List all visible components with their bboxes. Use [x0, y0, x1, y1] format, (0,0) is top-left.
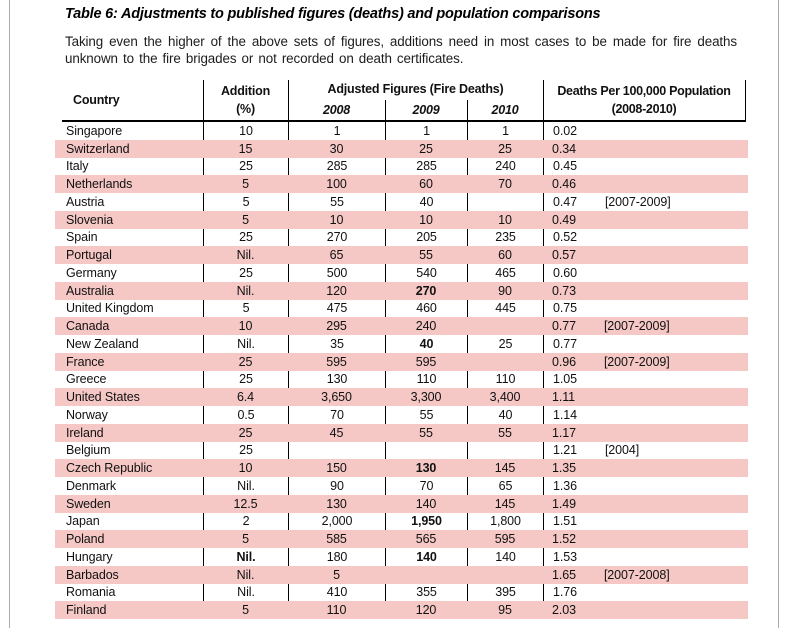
cell-country: Spain [66, 230, 98, 245]
cell-rate: 0.49 [552, 212, 576, 227]
cell-country: Greece [66, 372, 107, 387]
cell-country: Finland [66, 603, 107, 618]
cell-y2008: 35 [288, 335, 385, 353]
header-addition [203, 82, 288, 118]
cell-rate: 0.47 [2007-2009] [543, 193, 748, 211]
cell-country: Switzerland [66, 141, 130, 156]
cell-addition: Nil. [236, 567, 255, 582]
cell-country: Portugal [66, 248, 112, 263]
cell-rate: 0.34 [552, 141, 576, 156]
cell-y2008: 110 [326, 603, 347, 618]
cell-y2009: 565 [415, 532, 437, 547]
cell-rate: 0.45 [543, 158, 748, 176]
cell-country: Belgium [66, 443, 111, 458]
cell-addition: 25 [238, 354, 253, 369]
cell-rate: 0.73 [552, 283, 576, 298]
cell-addition: Nil. [203, 584, 288, 602]
cell-addition: 0.5 [203, 406, 288, 424]
cell-y2008: 270 [288, 229, 385, 247]
header-country: Country [73, 93, 120, 107]
cell-y2009: 120 [415, 603, 437, 618]
cell-country: Hungary [66, 549, 113, 564]
cell-y2009: 270 [415, 283, 437, 298]
header-deaths-line2: (2008-2010) [611, 102, 677, 116]
cell-y2009: 355 [385, 584, 467, 602]
table-row [55, 211, 748, 229]
header-adjusted-figures: Adjusted Figures (Fire Deaths) [327, 82, 504, 96]
cell-y2009: 540 [385, 264, 467, 282]
cell-rate: 0.96 [2007-2009] [552, 354, 670, 369]
cell-y2009: 55 [385, 406, 467, 424]
header-addition-line2: (%) [236, 102, 255, 116]
cell-country: Sweden [66, 496, 111, 511]
year-range-note: [2007-2009] [604, 194, 671, 209]
cell-y2008: 30 [329, 141, 344, 156]
year-range-note: [2007-2009] [603, 319, 670, 334]
table-row [55, 477, 748, 495]
cell-y2008: 500 [288, 264, 385, 282]
cell-y2008: 295 [326, 319, 347, 334]
cell-rate: 2.03 [552, 603, 576, 618]
table-row [55, 335, 748, 353]
cell-y2010: 25 [467, 335, 543, 353]
cell-y2010 [467, 442, 543, 460]
cell-country: Singapore [66, 123, 123, 138]
cell-country: France [66, 354, 105, 369]
cell-country: Denmark [66, 478, 117, 493]
cell-y2010 [467, 566, 543, 584]
cell-y2009: 25 [419, 141, 433, 156]
cell-rate: 0.02 [543, 122, 748, 140]
table-row [55, 566, 748, 584]
cell-y2009: 1,950 [385, 513, 467, 531]
cell-y2008: 285 [288, 158, 385, 176]
cell-addition: 5 [242, 177, 249, 192]
cell-y2010: 240 [467, 158, 543, 176]
table-row [55, 513, 748, 531]
cell-country: Italy [66, 159, 89, 174]
table-row [55, 371, 748, 389]
cell-y2008: 120 [326, 283, 347, 298]
cell-y2009: 55 [419, 425, 433, 440]
cell-y2010: 60 [498, 248, 512, 263]
cell-rate: 1.51 [543, 513, 748, 531]
cell-y2010: 595 [494, 532, 516, 547]
table-row [55, 282, 748, 300]
table-row [55, 264, 748, 282]
table-row [55, 442, 748, 460]
header-year-2009: 2009 [412, 103, 440, 117]
cell-y2009: 55 [419, 248, 433, 263]
cell-y2010: 55 [498, 425, 512, 440]
cell-country: Australia [66, 283, 114, 298]
table-header [62, 80, 746, 122]
cell-y2010: 145 [494, 461, 516, 476]
cell-addition: 5 [203, 193, 288, 211]
cell-rate: 1.17 [552, 425, 576, 440]
cell-addition: Nil. [203, 335, 288, 353]
cell-addition: 5 [242, 212, 249, 227]
cell-y2008: 180 [288, 548, 385, 566]
cell-country: Barbados [66, 567, 119, 582]
cell-y2010: 1,800 [467, 513, 543, 531]
table-row [55, 122, 748, 140]
cell-y2009: 130 [415, 461, 437, 476]
table-row [55, 495, 748, 513]
table-row [55, 388, 748, 406]
cell-y2008: 410 [288, 584, 385, 602]
cell-y2010 [467, 317, 543, 335]
cell-addition: 5 [203, 300, 288, 318]
cell-addition: 25 [238, 425, 253, 440]
cell-y2008: 100 [326, 177, 347, 192]
cell-rate: 1.05 [543, 371, 748, 389]
table-row [55, 406, 748, 424]
cell-y2009: 40 [385, 335, 467, 353]
intro-paragraph: Taking even the higher of the above sets of figures, additions need in most cases to be made for fire deaths unknown to the fire brigades or not recorded on death certificates. [65, 34, 737, 66]
cell-y2010: 145 [494, 496, 516, 511]
cell-addition: 5 [242, 532, 249, 547]
table-row [55, 140, 748, 158]
cell-y2009: 240 [415, 319, 437, 334]
table-row [55, 353, 748, 371]
cell-y2008: 150 [326, 461, 347, 476]
cell-addition: 25 [203, 442, 288, 460]
cell-y2010: 235 [467, 229, 543, 247]
cell-addition: Nil. [203, 548, 288, 566]
cell-y2010: 25 [498, 141, 512, 156]
cell-y2008: 5 [333, 567, 340, 582]
cell-rate: 1.76 [543, 584, 748, 602]
cell-rate: 0.46 [552, 177, 576, 192]
cell-y2008: 475 [288, 300, 385, 318]
cell-y2008: 70 [288, 406, 385, 424]
table-row [55, 300, 748, 318]
cell-rate: 1.35 [552, 461, 576, 476]
table-title: Table 6: Adjustments to published figures (deaths) and population comparisons [65, 6, 601, 22]
cell-addition: 6.4 [236, 390, 255, 405]
cell-y2008: 2,000 [288, 513, 385, 531]
cell-rate: 1.53 [543, 548, 748, 566]
cell-country: Canada [66, 319, 110, 334]
cell-y2010: 445 [467, 300, 543, 318]
cell-y2009: 595 [415, 354, 437, 369]
cell-rate: 0.75 [543, 300, 748, 318]
page-border-left [9, 0, 10, 628]
cell-y2009: 40 [385, 193, 467, 211]
header-year-2008: 2008 [322, 103, 350, 117]
header-year-2010: 2010 [491, 103, 519, 117]
cell-rate: 1.49 [552, 496, 576, 511]
table-row [55, 158, 748, 176]
year-range-note: [2007-2008] [603, 567, 670, 582]
cell-y2009: 60 [419, 177, 433, 192]
table-row [55, 530, 748, 548]
cell-country: Czech Republic [66, 461, 153, 476]
cell-y2010: 40 [467, 406, 543, 424]
cell-country: Slovenia [66, 212, 114, 227]
cell-y2010: 65 [467, 477, 543, 495]
cell-y2009: 205 [385, 229, 467, 247]
cell-y2010: 465 [467, 264, 543, 282]
cell-y2010 [467, 353, 543, 371]
header-addition-line1: Addition [220, 84, 271, 98]
cell-addition: 25 [203, 229, 288, 247]
table-body [55, 122, 748, 619]
table-row [55, 548, 748, 566]
cell-y2008: 595 [326, 354, 347, 369]
cell-y2009: 285 [385, 158, 467, 176]
cell-y2008: 65 [329, 248, 344, 263]
cell-y2010: 70 [498, 177, 512, 192]
cell-y2008: 130 [288, 371, 385, 389]
cell-y2009 [385, 566, 467, 584]
cell-y2008: 130 [326, 496, 347, 511]
cell-y2008: 45 [329, 425, 344, 440]
cell-y2009 [385, 442, 467, 460]
cell-y2008: 10 [329, 212, 344, 227]
cell-y2010 [467, 193, 543, 211]
cell-rate: 0.60 [543, 264, 748, 282]
table-row [55, 601, 748, 619]
cell-y2008: 90 [288, 477, 385, 495]
cell-y2009: 10 [419, 212, 433, 227]
year-range-note: [2007-2009] [603, 354, 670, 369]
cell-country: Germany [66, 265, 117, 280]
cell-y2008 [288, 442, 385, 460]
cell-addition: Nil. [236, 283, 255, 298]
cell-y2009: 3,300 [410, 390, 442, 405]
cell-y2010: 90 [498, 283, 512, 298]
cell-y2010: 395 [467, 584, 543, 602]
cell-addition: 2 [203, 513, 288, 531]
cell-rate: 0.77 [543, 335, 748, 353]
cell-addition: 5 [242, 603, 249, 618]
cell-country: Netherlands [66, 177, 133, 192]
cell-addition: 10 [203, 122, 288, 140]
cell-addition: 25 [203, 371, 288, 389]
cell-addition: Nil. [203, 477, 288, 495]
year-range-note: [2004] [604, 443, 640, 458]
cell-y2009: 140 [415, 496, 437, 511]
cell-country: Austria [66, 194, 105, 209]
cell-y2008: 1 [288, 122, 385, 140]
cell-addition: 15 [238, 141, 253, 156]
cell-y2010: 3,400 [489, 390, 521, 405]
cell-addition: 12.5 [233, 496, 258, 511]
cell-country: Poland [66, 532, 105, 547]
table-row [55, 193, 748, 211]
cell-y2010: 110 [467, 371, 543, 389]
cell-addition: 25 [203, 264, 288, 282]
table-row [55, 424, 748, 442]
table-row [55, 175, 748, 193]
cell-y2008: 55 [288, 193, 385, 211]
cell-rate: 1.65 [2007-2008] [552, 567, 670, 582]
cell-rate: 1.52 [552, 532, 576, 547]
cell-rate: 1.36 [543, 477, 748, 495]
cell-addition: Nil. [236, 248, 255, 263]
table-row [55, 317, 748, 335]
cell-rate: 1.11 [552, 390, 576, 405]
cell-y2010: 95 [498, 603, 512, 618]
header-deaths-line1: Deaths Per 100,000 Population [557, 84, 731, 98]
cell-rate: 1.21 [2004] [543, 442, 748, 460]
cell-country: New Zealand [66, 336, 139, 351]
cell-y2010: 140 [467, 548, 543, 566]
cell-rate: 0.52 [543, 229, 748, 247]
header-deaths-per-100000 [543, 82, 745, 118]
cell-country: United States [66, 390, 140, 405]
cell-y2009: 1 [385, 122, 467, 140]
cell-addition: 25 [203, 158, 288, 176]
cell-y2009: 140 [385, 548, 467, 566]
table-row [55, 246, 748, 264]
page-border-right [778, 0, 779, 628]
cell-y2010: 10 [498, 212, 512, 227]
cell-y2008: 3,650 [321, 390, 352, 405]
cell-rate: 0.77 [2007-2009] [552, 319, 670, 334]
cell-y2008: 585 [326, 532, 347, 547]
cell-rate: 0.57 [552, 248, 576, 263]
cell-y2009: 110 [385, 371, 467, 389]
table-row [55, 459, 748, 477]
cell-country: Romania [66, 585, 116, 600]
cell-y2009: 460 [385, 300, 467, 318]
cell-rate: 1.14 [543, 406, 748, 424]
table-row [55, 229, 748, 247]
cell-addition: 10 [238, 461, 253, 476]
table-row [55, 584, 748, 602]
cell-y2010: 1 [467, 122, 543, 140]
cell-y2009: 70 [385, 477, 467, 495]
cell-country: Norway [66, 407, 108, 422]
cell-country: Japan [66, 514, 100, 529]
cell-country: Ireland [66, 425, 104, 440]
cell-addition: 10 [238, 319, 253, 334]
cell-country: United Kingdom [66, 301, 154, 316]
